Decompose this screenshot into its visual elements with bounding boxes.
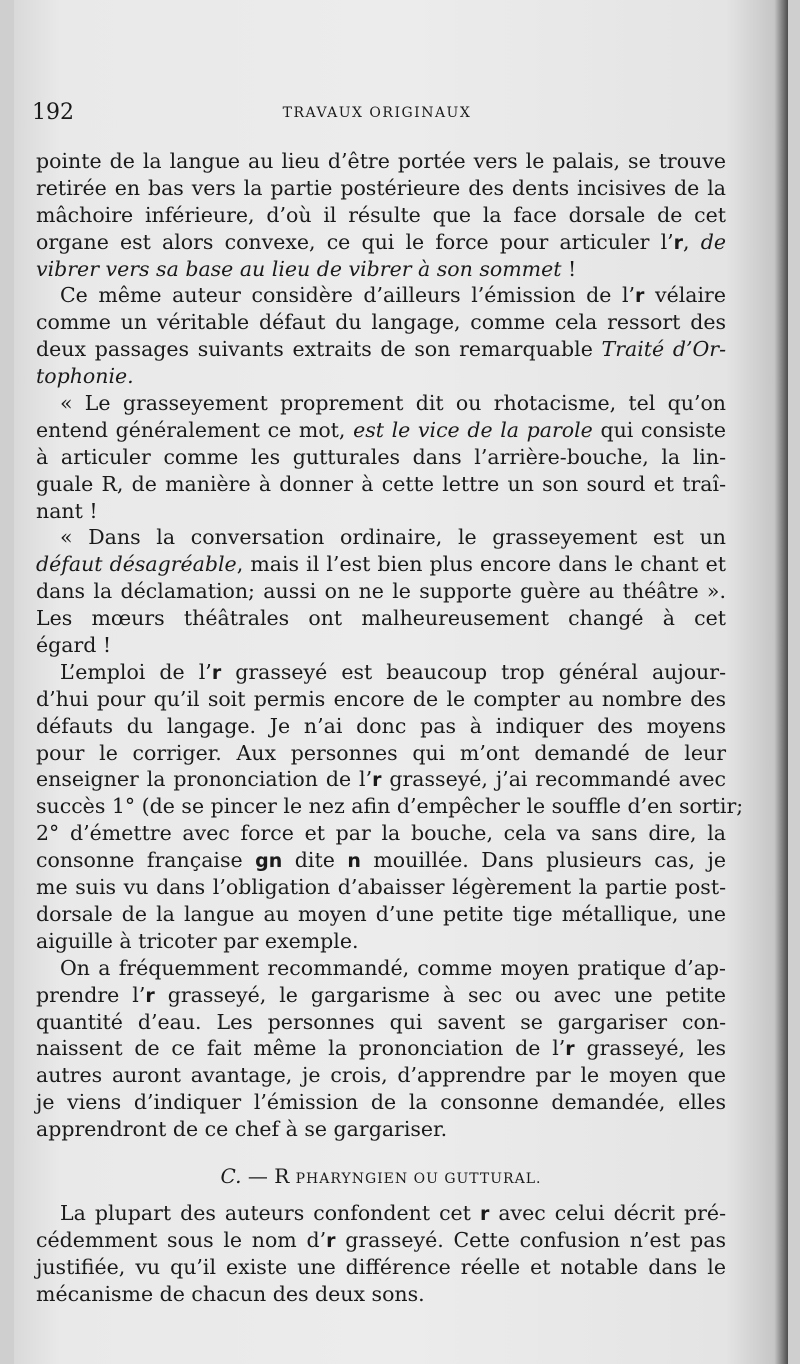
- text-line: [36, 1227, 726, 1254]
- text-segment: vélaire: [644, 283, 726, 308]
- text-line: [36, 229, 726, 256]
- text-segment: ,: [683, 229, 701, 254]
- r-letter: r: [145, 984, 155, 1007]
- text-line: « Le grasseyement proprement dit ou rhotacisme, tel qu’on: [60, 391, 726, 416]
- section-heading: [36, 1163, 726, 1190]
- text-segment: L’emploi de l’: [60, 659, 212, 684]
- text-line: Les mœurs théâtrales ont malheureusement changé à cet: [36, 606, 726, 631]
- text-line: d’hui pour qu’il soit permis encore de le compter au nombre des: [36, 686, 726, 711]
- text-line: guale R, de manière à donner à cette lettre un son sourd et traî-: [36, 471, 726, 496]
- text-line: quantité d’eau. Les personnes qui savent se gargariser con-: [36, 1009, 726, 1034]
- text-segment: naissent de ce fait même la prononciation de l’: [36, 1036, 566, 1061]
- running-title: TRAVAUX ORIGINAUX: [282, 105, 472, 121]
- text-line: dorsale de la langue au moyen d’une petite tige métallique, une: [36, 901, 726, 926]
- text-line: « Dans la conversation ordinaire, le grasseyement est un: [60, 525, 726, 550]
- section-initial: R: [274, 1163, 296, 1188]
- section-title-text: PHARYNGIEN OU GUTTURAL.: [295, 1170, 542, 1187]
- r-letter: r: [372, 769, 382, 792]
- text-segment: grasseyé est beaucoup trop général aujour-: [221, 659, 726, 684]
- text-line: [36, 847, 726, 874]
- text-segment: qui consiste: [592, 417, 726, 442]
- text-line: retirée en bas vers la partie postérieure des dents incisives de la: [36, 175, 726, 200]
- r-letter: r: [479, 1202, 490, 1225]
- section-letter: C.: [220, 1163, 242, 1188]
- text-line: autres auront avantage, je crois, d’apprendre par le moyen que: [36, 1063, 726, 1088]
- text-line: justifiée, vu qu’il existe une différence réelle et notable dans le: [36, 1254, 726, 1279]
- text-segment: organe est alors convexe, ce qui le force pour articuler l’: [36, 229, 674, 254]
- text-segment: !: [561, 256, 577, 281]
- text-segment: La plupart des auteurs confondent cet: [60, 1200, 480, 1225]
- text-line: égard !: [36, 633, 112, 658]
- text-line: [36, 1035, 726, 1062]
- text-line: je viens d’indiquer l’émission de la consonne demandée, elles: [36, 1090, 726, 1115]
- italic-text: tophonie.: [36, 364, 134, 389]
- italic-text: est le vice de la parole: [353, 417, 593, 442]
- text-line: 2° d’émettre avec force et par la bouche, cela va sans dire, la: [36, 821, 726, 846]
- text-line: aiguille à tricoter par exemple.: [36, 928, 359, 953]
- text-line: [36, 659, 726, 686]
- text-line: à articuler comme les gutturales dans l’arrière-bouche, la lin-: [36, 444, 726, 469]
- book-page: [14, 0, 788, 1364]
- text-segment: grasseyé, j’ai recommandé avec: [381, 767, 726, 792]
- text-line: [36, 1200, 726, 1227]
- text-line: nant !: [36, 498, 98, 523]
- r-letter: r: [673, 231, 684, 254]
- text-line: pointe de la langue au lieu d’être portée vers le palais, se trouve: [36, 149, 726, 173]
- text-line: [36, 766, 726, 793]
- text-segment: avec celui décrit pré-: [489, 1200, 726, 1225]
- text-line: [36, 336, 726, 363]
- text-segment: prendre l’: [36, 982, 146, 1007]
- text-segment: grasseyé, les: [574, 1036, 726, 1061]
- italic-text: de: [700, 229, 726, 254]
- page-number: 192: [32, 100, 74, 125]
- text-segment: mouillée. Dans plusieurs cas, je: [360, 848, 726, 873]
- text-line: [36, 551, 726, 578]
- text-line: mâchoire inférieure, d’où il résulte que la face dorsale de cet: [36, 202, 726, 227]
- text-line: [36, 363, 726, 390]
- text-line: [36, 282, 726, 309]
- text-segment: entend généralement ce mot,: [36, 417, 354, 442]
- book-spine-shadow: [774, 0, 788, 1364]
- text-segment: grasseyé, le gargarisme à sec ou avec une petite: [154, 982, 727, 1007]
- r-letter: r: [211, 661, 222, 684]
- text-line: défauts du langage. Je n’ai donc pas à indiquer des moyens: [36, 713, 726, 738]
- text-segment: deux passages suivants extraits de son remarquable: [36, 337, 602, 362]
- text-segment: consonne française: [36, 848, 256, 873]
- section-dash: —: [247, 1163, 268, 1188]
- r-letter: r: [326, 1229, 336, 1252]
- italic-text: défaut désagréable: [36, 552, 237, 577]
- text-line: comme un véritable défaut du langage, comme cela ressort des: [36, 310, 726, 335]
- text-line: pour le corriger. Aux personnes qui m’ont demandé de leur: [36, 740, 726, 765]
- italic-text: Traité d’Or-: [601, 337, 727, 362]
- page-body: [36, 148, 744, 1307]
- text-segment: grasseyé. Cette confusion n’est pas: [335, 1227, 727, 1252]
- text-line: [36, 982, 726, 1009]
- text-line: [36, 256, 726, 283]
- text-line: dans la déclamation; aussi on ne le supporte guère au théâtre ».: [36, 579, 726, 604]
- text-segment: dite: [282, 848, 348, 873]
- text-segment: Ce même auteur considère d’ailleurs l’émission de l’: [60, 283, 636, 308]
- r-letter: r: [565, 1038, 575, 1061]
- text-segment: enseigner la prononciation de l’: [36, 767, 373, 792]
- text-line: On a fréquemment recommandé, comme moyen pratique d’ap-: [60, 955, 726, 980]
- text-segment: , mais il l’est bien plus encore dans le chant et: [236, 552, 726, 577]
- text-line: succès 1° (de se pincer le nez afin d’empêcher le souffle d’en sortir;: [36, 794, 744, 819]
- text-segment: cédemment sous le nom d’: [36, 1227, 327, 1252]
- r-letter: r: [635, 285, 645, 308]
- page-header: [32, 100, 722, 136]
- text-line: mécanisme de chacun des deux sons.: [36, 1281, 425, 1306]
- italic-text: vibrer vers sa base au lieu de vibrer à son sommet: [36, 256, 562, 281]
- text-line: [36, 417, 726, 444]
- text-line: me suis vu dans l’obligation d’abaisser légèrement la partie post-: [36, 875, 726, 900]
- text-line: apprendront de ce chef à se gargariser.: [36, 1117, 448, 1142]
- n-letter: n: [347, 850, 361, 873]
- gn-letters: gn: [255, 850, 283, 873]
